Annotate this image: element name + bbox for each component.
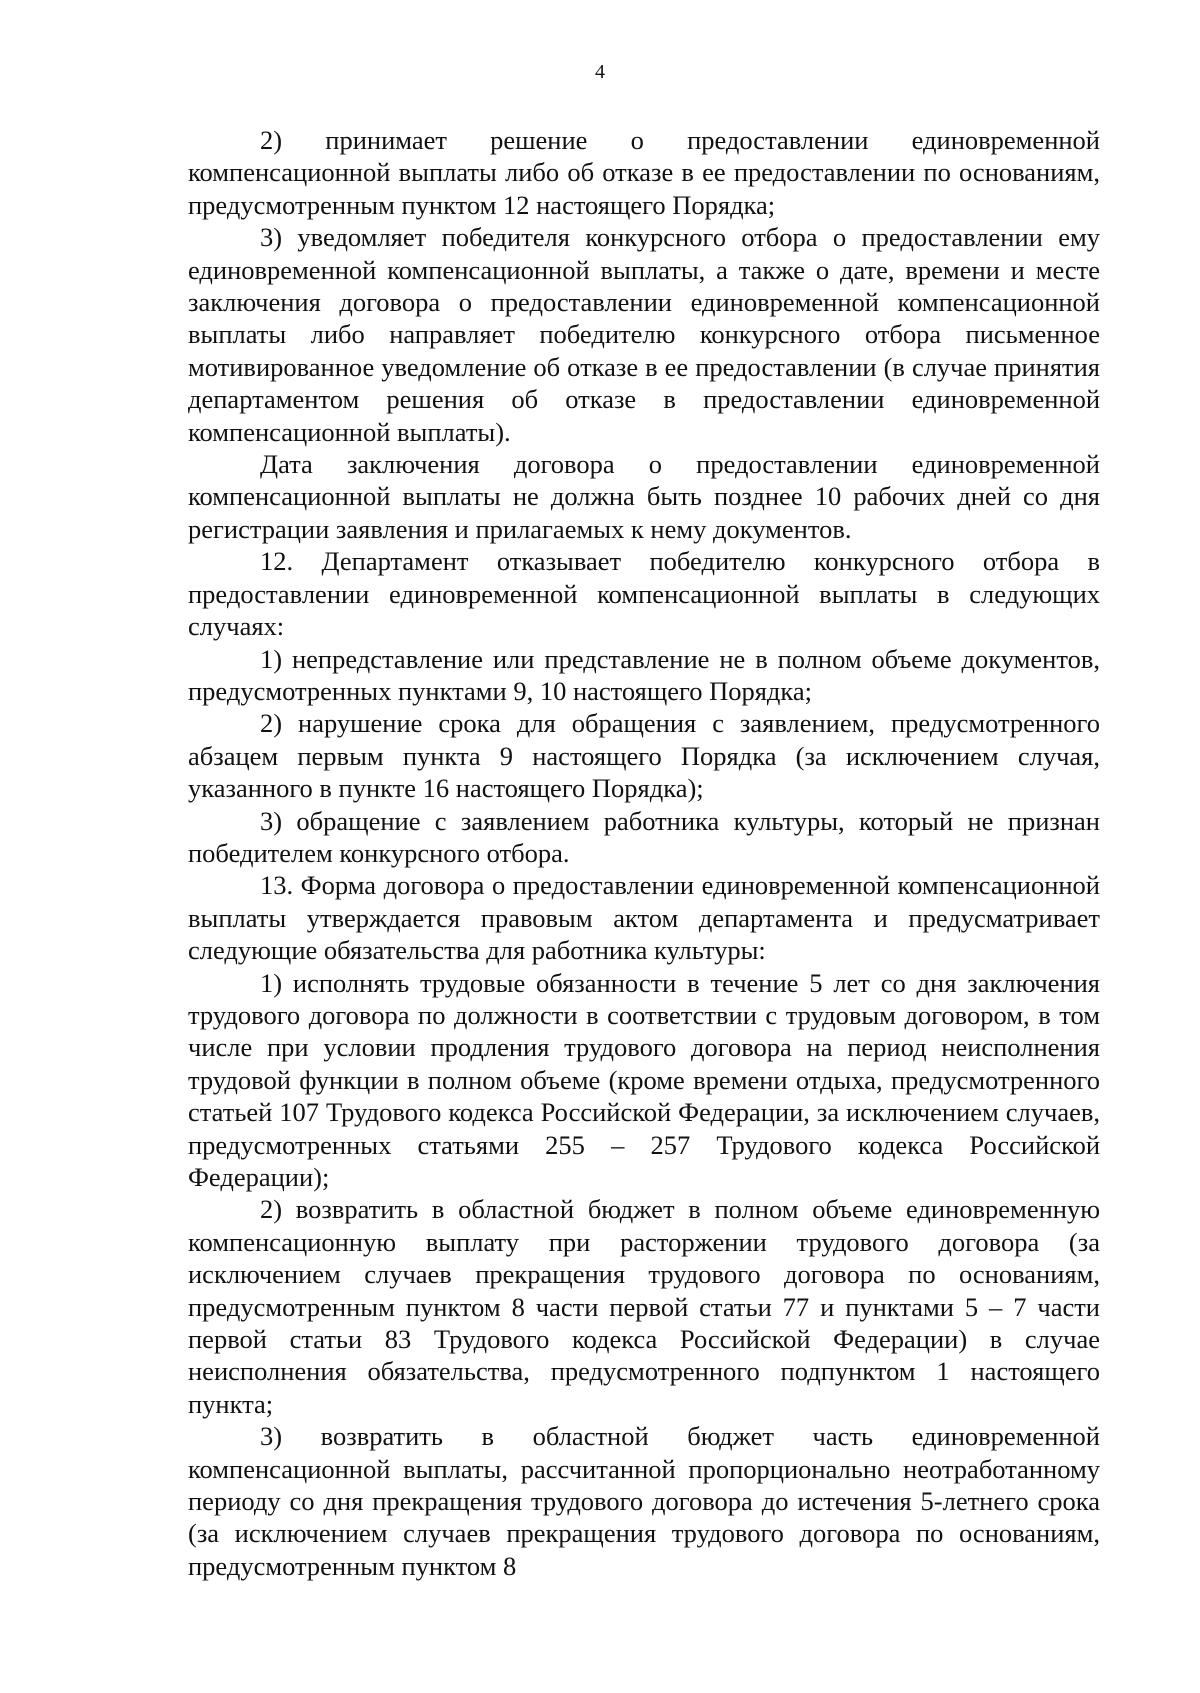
paragraph-contract-date: Дата заключения договора о предоставлении единовременной компенсационной выплаты не должна быть позднее 10 рабочих дней со дня регистрации заявления и прилагаемых к нему документов. [188,449,1100,544]
paragraph-clause-12-item-2: 2) нарушение срока для обращения с заявлением, предусмотренного абзацем первым пункта 9 настоящего Порядка (за исключением случая, указанного в пункте 16 настоящего Порядка); [188,708,1100,804]
paragraph-clause-12-item-3: 3) обращение с заявлением работника культуры, который не признан победителем конкурсного отбора. [188,805,1100,868]
paragraph-clause-13-item-1: 1) исполнять трудовые обязанности в течение 5 лет со дня заключения трудового договора по должности в соответствии с трудовым договором, в том числе при условии продления трудового договора на период неисполнения трудовой функции в полном объеме (кроме времени отдыха, предусмотренного статьей 107 Трудового кодекса Российской Федерации, за исключением случаев, предусмотренных статьями 255 – 257 Трудового кодекса Российской Федерации); [188,967,1100,1192]
paragraph-clause-12: 12. Департамент отказывает победителю конкурсного отбора в предоставлении единовременной компенсационной выплаты в следующих случаях: [188,546,1100,642]
paragraph-clause-13: 13. Форма договора о предоставлении единовременной компенсационной выплаты утверждается правовым актом департамента и предусматривает следующие обязательства для работника культуры: [188,870,1100,966]
paragraph-clause-12-item-1: 1) непредставление или представление не в полном объеме документов, предусмотренных пунктами 9, 10 настоящего Порядка; [188,643,1100,706]
document-body [188,124,1100,1582]
page-number: 4 [595,61,605,83]
paragraph-item-3-notify: 3) уведомляет победителя конкурсного отбора о предоставлении ему единовременной компенсационной выплаты, а также о дате, времени и месте заключения договора о предоставлении единовременной компенсационной выплаты либо направляет победителю конкурсного отбора письменное мотивированное уведомление об отказе в ее предоставлении (в случае принятия департаментом решения об отказе в предоставлении единовременной компенсационной выплаты). [188,222,1100,447]
paragraph-clause-13-item-2: 2) возвратить в областной бюджет в полном объеме единовременную компенсационную выплату при расторжении трудового договора (за исключением случаев прекращения трудового договора по основаниям, предусмотренным пунктом 8 части первой статьи 77 и пунктами 5 – 7 части первой статьи 83 Трудового кодекса Российской Федерации) в случае неисполнения обязательства, предусмотренного подпунктом 1 настоящего пункта; [188,1194,1100,1419]
paragraph-clause-13-item-3: 3) возвратить в областной бюджет часть единовременной компенсационной выплаты, рассчитанной пропорционально неотработанному периоду со дня прекращения трудового договора до истечения 5-летнего срока (за исключением случаев прекращения трудового договора по основаниям, предусмотренным пунктом 8 [188,1421,1100,1581]
paragraph-item-2-decision: 2) принимает решение о предоставлении единовременной компенсационной выплаты либо об отказе в ее предоставлении по основаниям, предусмотренным пунктом 12 настоящего Порядка; [188,125,1100,220]
